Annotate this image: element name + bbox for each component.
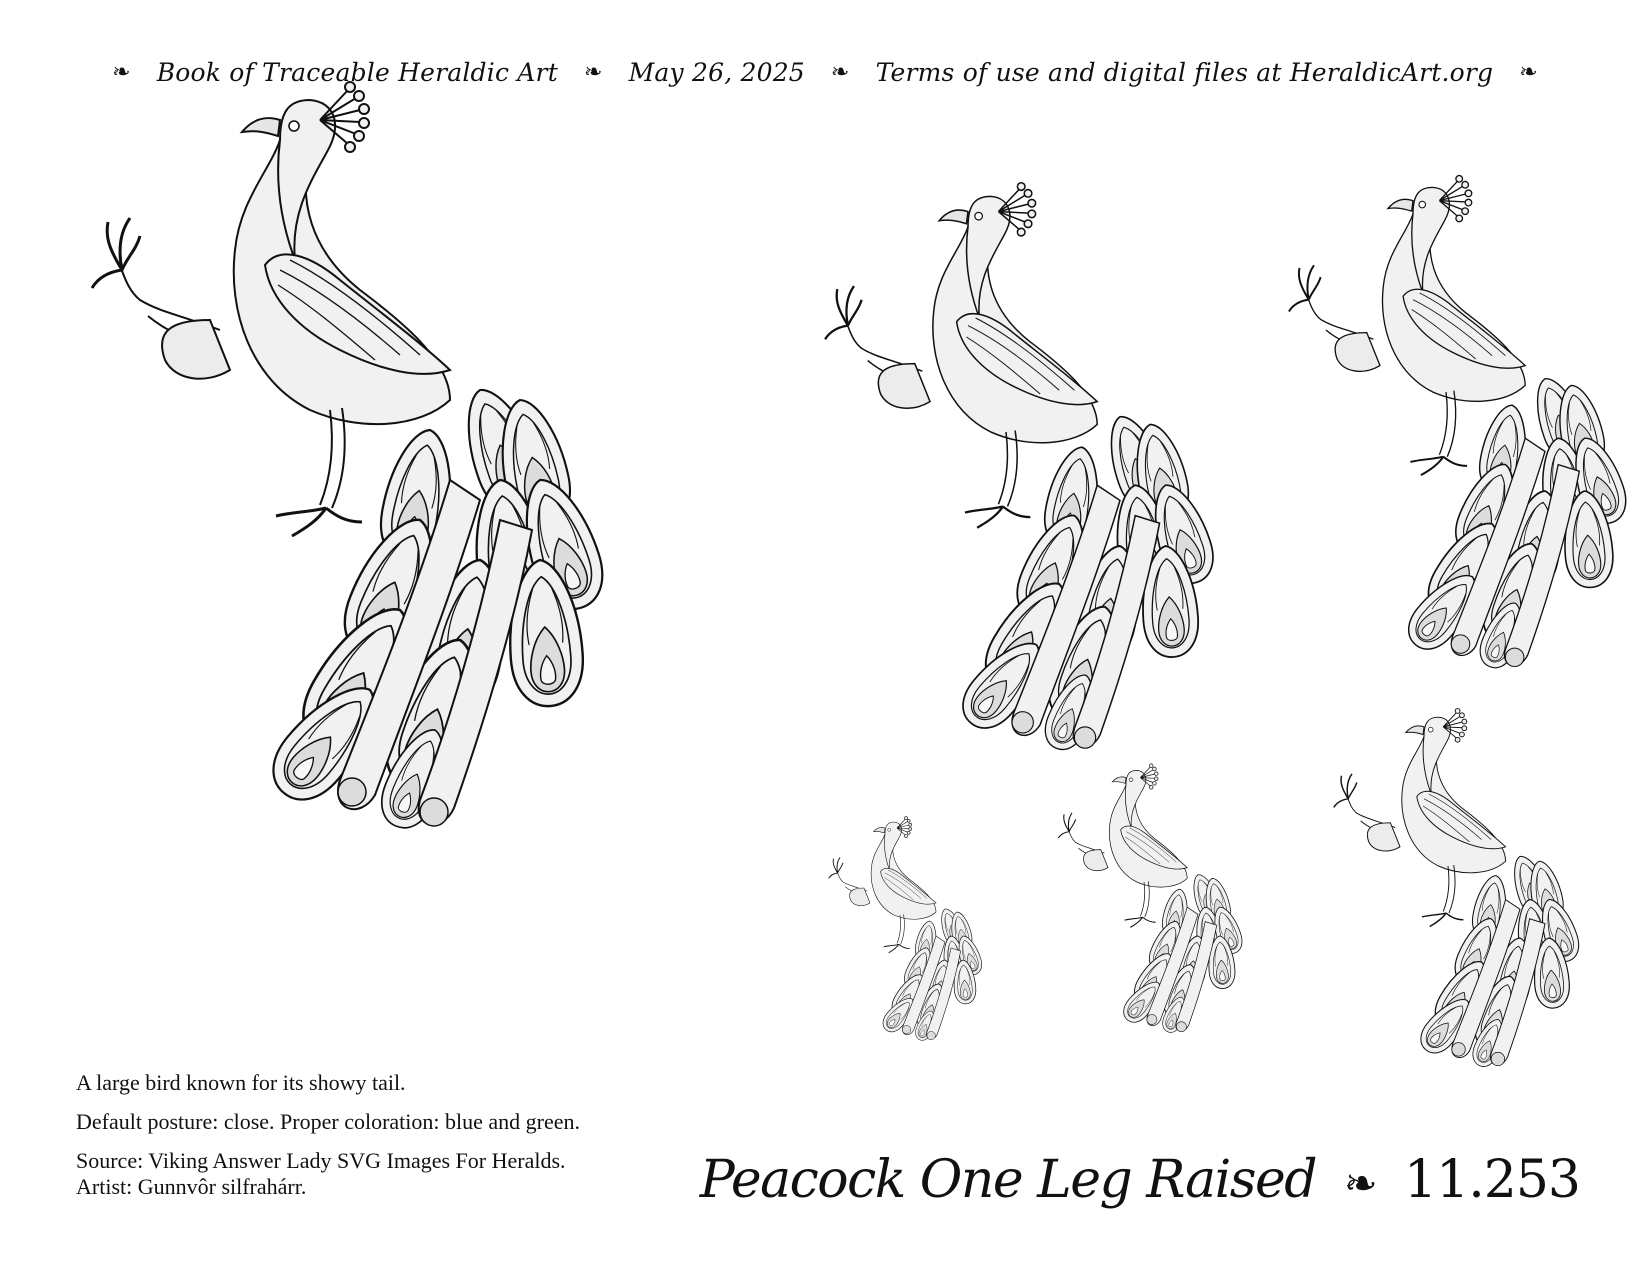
description: [76, 1070, 796, 1213]
peacock-large: [92, 82, 613, 836]
peacock-small-2: [1058, 764, 1246, 1035]
date: May 26, 2025: [628, 58, 805, 87]
source-credit: [76, 1148, 796, 1200]
plate-number: 11.253: [1404, 1150, 1580, 1210]
book-title: Book of Traceable Heraldic Art: [156, 58, 558, 87]
peacock-medium-1: [825, 183, 1221, 756]
peacock-small-3: [1334, 709, 1584, 1071]
artist-line: Artist: Gunnvôr silfrahárr.: [76, 1174, 307, 1199]
fleuron-icon: ❧: [583, 60, 603, 85]
plate-title: [700, 1150, 1580, 1210]
fleuron-icon: ❧: [112, 60, 131, 85]
fleuron-icon: ❧: [830, 60, 850, 85]
fleuron-icon: ❧: [1344, 1161, 1377, 1207]
fleuron-icon: ❧: [1519, 60, 1538, 85]
terms-of-use: Terms of use and digital files at HeraldicArt.org: [875, 58, 1494, 87]
source-line: Source: Viking Answer Lady SVG Images For Heralds.: [76, 1148, 566, 1173]
description-line-2: Default posture: close. Proper coloration: blue and green.: [76, 1109, 581, 1134]
description-line-1: A large bird known for its showy tail.: [76, 1070, 406, 1095]
title-name: Peacock One Leg Raised: [699, 1150, 1317, 1210]
peacock-small-1: [829, 817, 985, 1043]
peacock-medium-2: [1289, 176, 1633, 673]
